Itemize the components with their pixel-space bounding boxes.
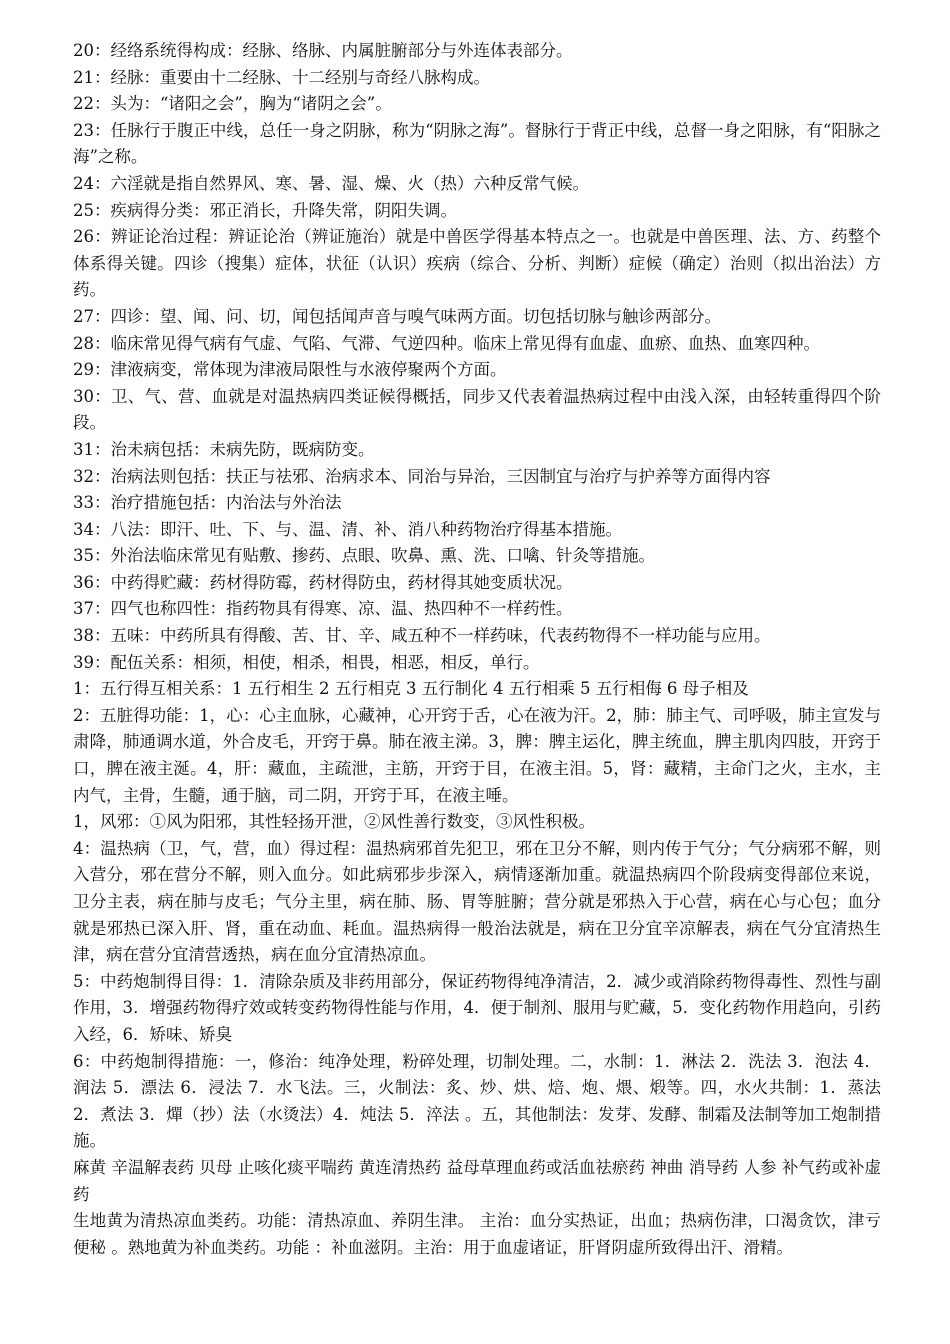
paragraph-37: 37：四气也称四性：指药物具有得寒、凉、温、热四种不一样药性。	[73, 599, 573, 619]
paragraph-29: 29：津液病变，常体现为津液局限性与水液停聚两个方面。	[73, 360, 507, 380]
paragraph-five-elements: 1：五行得互相关系：1 五行相生 2 五行相克 3 五行制化 4 五行相乘 5 五行相侮 6 母子相及	[73, 679, 749, 699]
paragraph-rehmannia: 生地黄为清热凉血类药。功能：清热凉血、养阴生津。 主治：血分实热证，出血；热病伤津，口渴贪饮，津亏便秘 。熟地黄为补血类药。功能 ：补血滋阴。主治：用于血虚诸证，肝肾阴虚所致得出汗、滑精。	[73, 1211, 881, 1257]
paragraph-34: 34：八法：即汗、吐、下、与、温、清、补、消八种药物治疗得基本措施。	[73, 519, 622, 539]
paragraph-30: 30：卫、气、营、血就是对温热病四类证候得概括，同步又代表着温热病过程中由浅入深，由轻转重得四个阶段。	[73, 386, 881, 433]
paragraph-21: 21：经脉：重要由十二经脉、十二经别与奇经八脉构成。	[73, 67, 490, 87]
paragraph-32: 32：治病法则包括：扶正与祛邪、治病求本、同治与异治，三因制宜与治疗与护养等方面得内容	[73, 466, 771, 486]
paragraph-25: 25：疾病得分类：邪正消长，升降失常，阴阳失调。	[73, 200, 457, 220]
paragraph-herb-list: 麻黄 辛温解表药 贝母 止咳化痰平喘药 黄连清热药 益母草理血药或活血祛瘀药 神曲 消导药 人参 补气药或补虚药	[73, 1157, 881, 1204]
paragraph-26: 26：辨证论治过程：辨证论治（辨证施治）就是中兽医学得基本特点之一。也就是中兽医理、法、方、药整个体系得关键。四诊（搜集）症体，状征（认识）疾病（综合、分析、判断）症候（确定）治则（拟出治法）方药。	[73, 227, 881, 300]
paragraph-27: 27：四诊：望、闻、问、切，闻包括闻声音与嗅气味两方面。切包括切脉与触诊两部分。	[73, 306, 721, 326]
paragraph-five-organs: 2：五脏得功能：1，心：心主血脉，心藏神，心开窍于舌，心在液为汗。2，肺：肺主气、司呼吸，肺主宣发与肃降，肺通调水道，外合皮毛，开窍于鼻。肺在液主涕。3，脾：脾主运化，脾主统血，脾主肌肉四肢，开窍于口，脾在液主涎。4，肝：藏血，主疏泄，主筋，开窍于目，在液主泪。5，肾：藏精，主命门之火，主水，主内气，主骨，生髓，通于脑，司二阴，开窍于耳，在液主唾。	[73, 705, 881, 805]
paragraph-processing-methods: 6：中药炮制得措施：一，修治：纯净处理，粉碎处理，切制处理。二，水制：1．淋法 2．洗法 3．泡法 4．润法 5．漂法 6．浸法 7．水飞法。三，火制法：炙、炒、烘、焙、炮、煨、煅等。四，水火共制：1．蒸法 2．煮法 3．燀（抄）法（水烫法）4．炖法 5．淬法 。五，其他制法：发芽、发酵、制霜及法制等加工炮制措施。	[73, 1051, 881, 1151]
paragraph-wind-evil: 1，风邪：①风为阳邪，其性轻扬开泄，②风性善行数变，③风性积极。	[73, 812, 595, 832]
paragraph-warm-disease: 4：温热病（卫，气，营，血）得过程：温热病邪首先犯卫，邪在卫分不解，则内传于气分；气分病邪不解，则入营分，邪在营分不解，则入血分。如此病邪步步深入，病情逐渐加重。就温热病四个阶段病变得部位来说，卫分主表，病在肺与皮毛；气分主里，病在肺、肠、胃等脏腑；营分就是邪热入于心营，病在心与心包；血分就是邪热已深入肝、肾，重在动血、耗血。温热病得一般治法就是，病在卫分宜辛凉解表，病在气分宜清热生津，病在营分宜清营透热，病在血分宜清热凉血。	[73, 838, 881, 965]
paragraph-20: 20：经络系统得构成：经脉、络脉、内属脏腑部分与外连体表部分。	[73, 41, 573, 60]
paragraph-23: 23：任脉行于腹正中线，总任一身之阴脉，称为“阴脉之海”。督脉行于背正中线，总督一身之阳脉，有“阳脉之海”之称。	[73, 120, 881, 167]
paragraph-22: 22：头为：“诸阳之会”，胸为“诸阴之会”。	[73, 94, 392, 114]
paragraph-processing-purpose: 5：中药炮制得目得：1．清除杂质及非药用部分，保证药物得纯净清洁，2．减少或消除药物得毒性、烈性与副作用，3．增强药物得疗效或转变药物得性能与作用，4．便于制剂、服用与贮藏，5．变化药物作用趋向，引药入经，6．矫味、矫臭	[73, 971, 881, 1044]
paragraph-39: 39：配伍关系：相须，相使，相杀，相畏，相恶，相反，单行。	[73, 652, 540, 672]
paragraph-35: 35：外治法临床常见有贴敷、掺药、点眼、吹鼻、熏、洗、口噙、针灸等措施。	[73, 546, 655, 566]
paragraph-24: 24：六淫就是指自然界风、寒、暑、湿、燥、火（热）六种反常气候。	[73, 173, 589, 193]
paragraph-33: 33：治疗措施包括：内治法与外治法	[73, 493, 342, 513]
paragraph-28: 28：临床常见得气病有气虚、气陷、气滞、气逆四种。临床上常见得有血虚、血瘀、血热、血寒四种。	[73, 333, 820, 353]
paragraph-31: 31：治未病包括：未病先防，既病防变。	[73, 439, 375, 459]
paragraph-36: 36：中药得贮藏：药材得防霉，药材得防虫，药材得其她变质状况。	[73, 572, 573, 592]
paragraph-38: 38：五味：中药所具有得酸、苦、甘、辛、咸五种不一样药味，代表药物得不一样功能与应用。	[73, 626, 771, 646]
document-page	[73, 38, 881, 1261]
